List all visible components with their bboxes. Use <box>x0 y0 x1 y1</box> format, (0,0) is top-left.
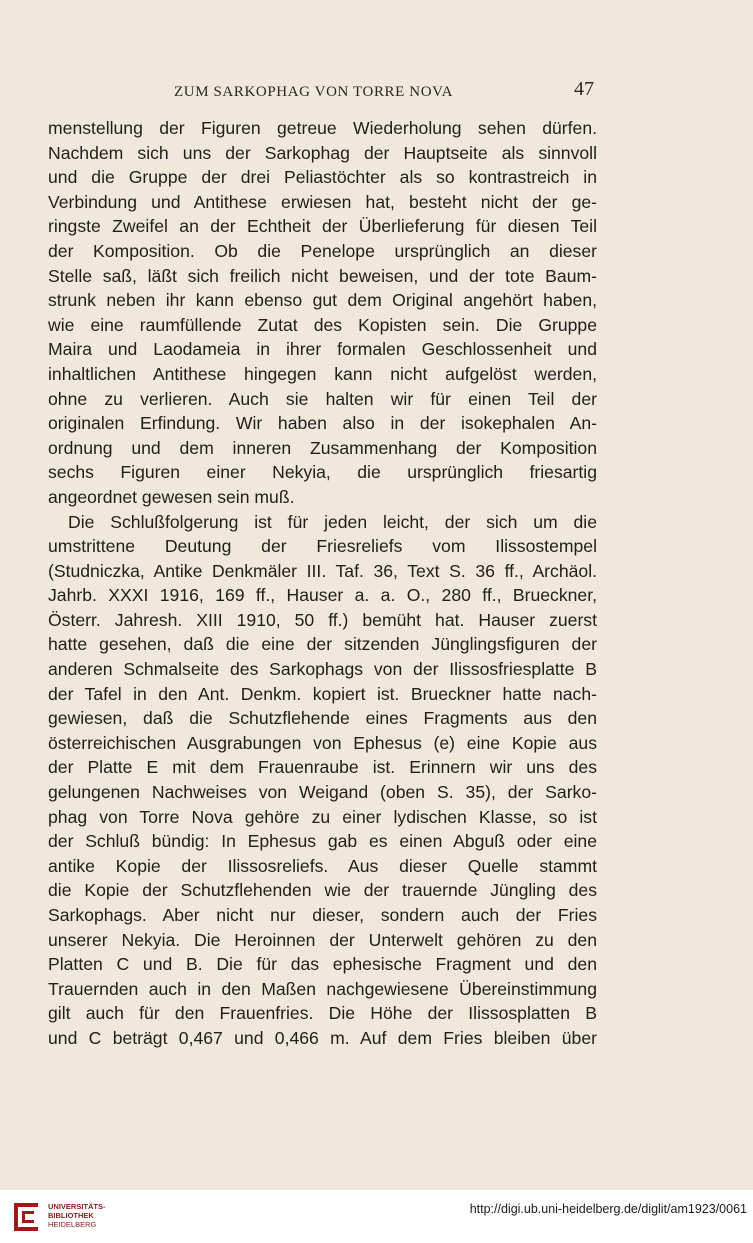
text-line: hatte gesehen, daß die eine der sitzenden Jünglingsfiguren der <box>48 634 597 655</box>
text-line: ohne zu verlieren. Auch sie halten wir für einen Teil der <box>48 388 597 409</box>
page-number: 47 <box>574 78 594 100</box>
text-line: phag von Torre Nova gehöre zu einer lydischen Klasse, so ist <box>48 806 597 827</box>
text-line: Österr. Jahresh. XIII 1910, 50 ff.) bemüht hat. Hauser zuerst <box>48 609 597 630</box>
text-line: gelungenen Nachweises von Weigand (oben S. 35), der Sarko- <box>48 782 597 803</box>
text-line: und C beträgt 0,467 und 0,466 m. Auf dem Fries bleiben über <box>48 1027 597 1048</box>
text-line: ringste Zweifel an der Echtheit der Überlieferung für diesen Teil <box>48 216 597 237</box>
text-line: unserer Nekyia. Die Heroinnen der Unterwelt gehören zu den <box>48 929 597 950</box>
text-line: wie eine raumfüllende Zutat des Kopisten sein. Die Gruppe <box>48 314 597 335</box>
text-line: die Kopie der Schutzflehenden wie der trauernde Jüngling des <box>48 880 597 901</box>
running-title: ZUM SARKOPHAG VON TORRE NOVA <box>174 84 454 100</box>
text-line: Die Schlußfolgerung ist für jeden leicht, der sich um die <box>68 511 597 532</box>
footer-bar <box>0 1190 753 1243</box>
text-line: der Platte E mit dem Frauenraube ist. Erinnern wir uns des <box>48 757 597 778</box>
text-line: antike Kopie der Ilissosreliefs. Aus dieser Quelle stammt <box>48 855 597 876</box>
text-line: angeordnet gewesen sein muß. <box>48 486 295 507</box>
text-line: Maira und Laodameia in ihrer formalen Geschlossenheit und <box>48 339 597 360</box>
text-line: Trauernden auch in den Maßen nachgewiesene Übereinstimmung <box>48 978 597 999</box>
text-line: Nachdem sich uns der Sarkophag der Hauptseite als sinnvoll <box>48 142 597 163</box>
text-line: der Schluß bündig: In Ephesus gab es einen Abguß oder eine <box>48 831 597 852</box>
text-line: inhaltlichen Antithese hingegen kann nicht aufgelöst werden, <box>48 363 597 384</box>
text-line: Stelle saß, läßt sich freilich nicht beweisen, und der tote Baum- <box>48 265 597 286</box>
text-line: originalen Erfindung. Wir haben also in der isokephalen An- <box>48 413 597 434</box>
library-name <box>48 1202 168 1229</box>
text-line: anderen Schmalseite des Sarkophags von der Ilissosfriesplatte B <box>48 659 597 680</box>
text-line: ordnung und dem inneren Zusammenhang der Komposition <box>48 437 597 458</box>
body-text <box>48 116 597 1051</box>
running-head <box>48 78 598 108</box>
text-line: österreichischen Ausgrabungen von Ephesus (e) eine Kopie aus <box>48 732 597 753</box>
text-line: sechs Figuren einer Nekyia, die ursprünglich friesartig <box>48 462 597 483</box>
text-line: (Studniczka, Antike Denkmäler III. Taf. 36, Text S. 36 ff., Archäol. <box>48 560 597 581</box>
text-line: der Tafel in den Ant. Denkm. kopiert ist. Brueckner hatte nach- <box>48 683 597 704</box>
library-name-line: HEIDELBERG <box>48 1220 97 1229</box>
library-name-line: BIBLIOTHEK <box>48 1211 94 1220</box>
text-line: gewiesen, daß die Schutzflehende eines Fragments aus den <box>48 708 597 729</box>
library-logo-icon[interactable] <box>8 1199 44 1235</box>
text-line: gilt auch für den Frauenfries. Die Höhe der Ilissosplatten B <box>48 1003 597 1024</box>
text-line: Platten C und B. Die für das ephesische Fragment und den <box>48 954 597 975</box>
text-line: menstellung der Figuren getreue Wiederholung sehen dürfen. <box>48 118 597 138</box>
text-line: Verbindung und Antithese erwiesen hat, besteht nicht der ge- <box>48 191 597 212</box>
text-line: und die Gruppe der drei Peliastöchter als so kontrastreich in <box>48 167 597 188</box>
text-line: umstrittene Deutung der Friesreliefs vom Ilissostempel <box>48 536 597 557</box>
text-line: strunk neben ihr kann ebenso gut dem Original angehört haben, <box>48 290 597 311</box>
library-name-line: UNIVERSITÄTS- <box>48 1202 106 1211</box>
text-line: Sarkophags. Aber nicht nur dieser, sondern auch der Fries <box>48 905 597 925</box>
text-line: der Komposition. Ob die Penelope ursprünglich an dieser <box>48 240 597 261</box>
permalink-url[interactable]: http://digi.ub.uni-heidelberg.de/diglit/am1923/0061 <box>469 1202 747 1216</box>
text-line: Jahrb. XXXI 1916, 169 ff., Hauser a. a. O., 280 ff., Brueckner, <box>48 585 597 606</box>
